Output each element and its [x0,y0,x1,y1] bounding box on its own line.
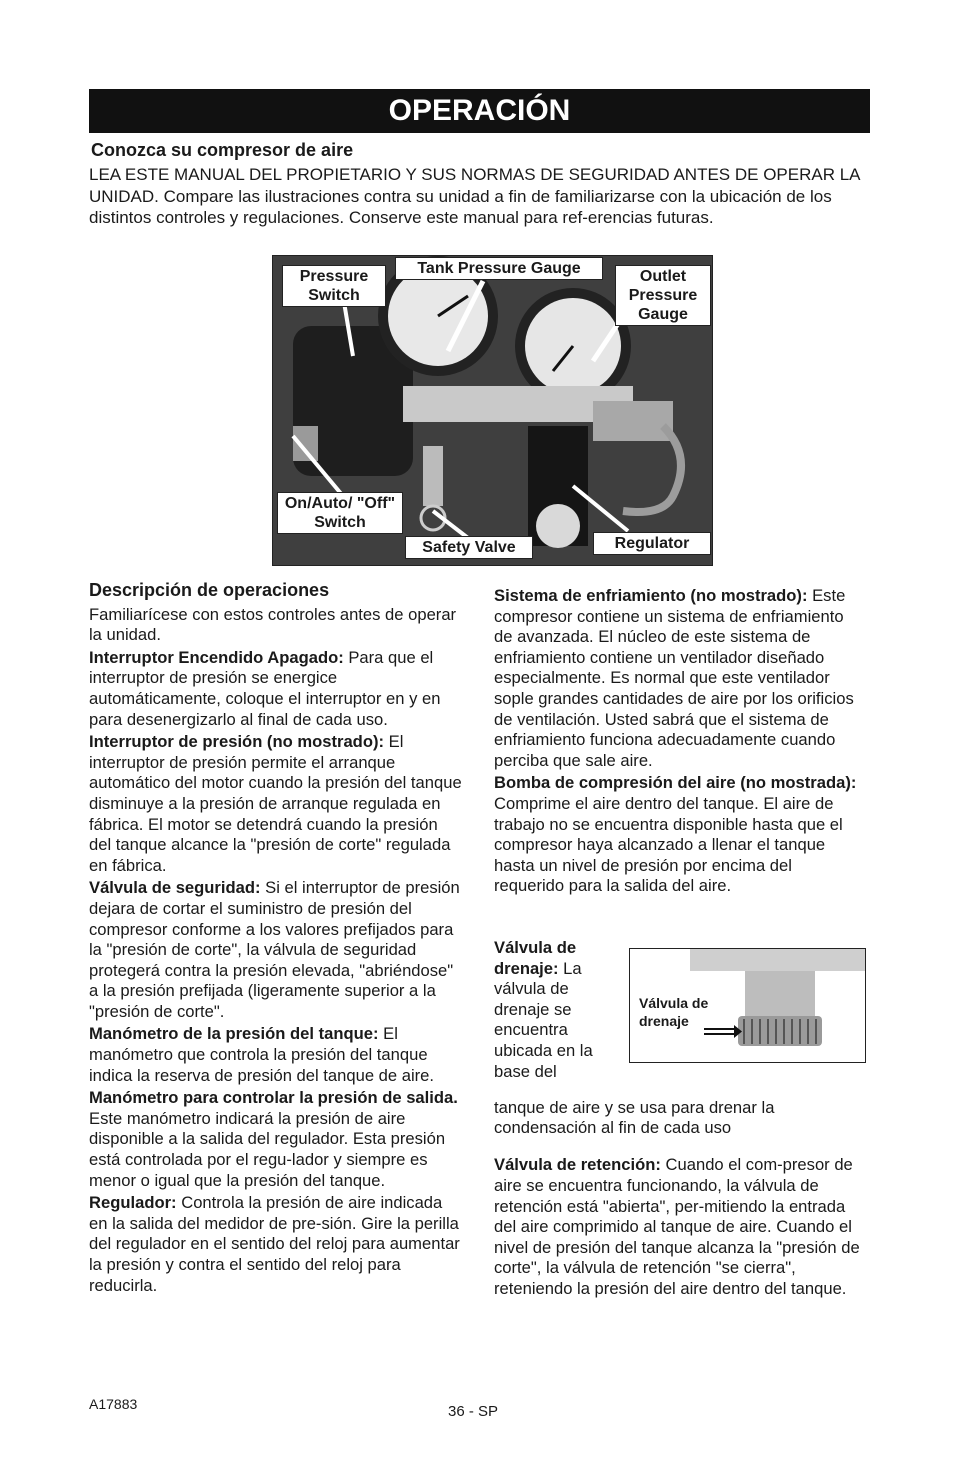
label-outlet-pressure-gauge: Outlet Pressure Gauge [615,265,711,326]
drain-continuation-text: tanque de aire y se usa para drenar la condensación al fin de cada uso [494,1097,775,1138]
label-regulator: Regulator [593,532,711,555]
item-on-off-switch: Interruptor Encendido Apagado: Para que el interruptor de presión se energice automáticamente, coloque el interruptor en y en para desenergizarlo al final de cada uso. [89,647,441,729]
left-column [89,580,464,1298]
drain-valve-image [629,948,866,1063]
compressor-controls-photo [272,255,713,566]
label-safety-valve: Safety Valve [405,536,533,559]
drain-continuation [494,1081,866,1302]
label-on-off-switch: On/Auto/ "Off" Switch [277,492,403,534]
section-heading: Conozca su compresor de aire [91,140,354,160]
page-number: 36 - SP [448,1403,499,1420]
drain-valve-image-label: Válvula de drenaje [639,995,709,1029]
label-pressure-switch: Pressure Switch [282,265,386,307]
item-tank-gauge: Manómetro de la presión del tanque: El manómetro que controla la presión del tanque indica la reserva de presión del tanque de aire. [89,1024,435,1085]
intro-paragraph: LEA ESTE MANUAL DEL PROPIETARIO Y SUS NORMAS DE SEGURIDAD ANTES DE OPERAR LA UNIDAD. Compare las ilustraciones contra su unidad a fin de familiarizarse con la ubicación de los distintos controles y regulaciones. Conserve este manual para ref-erencias futuras. [89,165,860,227]
right-column [494,586,866,899]
operations-heading: Descripción de operaciones [89,580,330,600]
document-code: A17883 [89,1396,138,1412]
page-title: OPERACIÓN [89,89,870,133]
item-drain-valve: Válvula de drenaje: La válvula de drenaje se encuentra ubicada en la base del [494,938,593,1081]
item-air-pump: Bomba de compresión del aire (no mostrada): Comprime el aire dentro del tanque. El aire de trabajo no se encuentra disponible hasta que el compresor haya alcanzado a llenar el tanque hasta un nivel de presión por encima del requerido para la salida del aire. [494,773,857,896]
item-regulator: Regulador: Controla la presión de aire indicada en la salida del medidor de pre-sión. Gire la perilla del regulador en el sentido del reloj para aumentar la presión y contra el sentido del reloj para reducirla. [89,1193,460,1295]
item-pressure-switch: Interruptor de presión (no mostrado): El interruptor de presión permite el arranque automático del motor cuando la presión del tanque disminuye a la presión de arranque regulada en fábrica. El motor se detendrá cuando la presión del tanque alcance la "presión de corte" regulada en fábrica. [89,732,462,875]
label-tank-pressure-gauge: Tank Pressure Gauge [395,257,603,280]
item-outlet-gauge: Manómetro para controlar la presión de salida. Este manómetro indicará la presión de aire disponible a la salida del regulador. Esta presión está controlada por el regu-lador y siempre es menor o igual que la presión del tanque. [89,1088,458,1190]
item-check-valve: Válvula de retención: Cuando el com-presor de aire se encuentra funcionando, la válvula de retención está "abierta", per-mitiendo la entrada del aire comprimido al tanque de aire. Cuando el nivel de presión del tanque alcanza la "presión de corte", la válvula de retención "se cierra", reteniendo la presión del aire dentro del tanque. [494,1155,860,1298]
item-cooling-system: Sistema de enfriamiento (no mostrado): Este compresor contiene un sistema de enfriamiento de avanzada. El núcleo de este sistema de enfriamiento contiene un ventilador diseñado especialmente. Es normal que este ventilador sople grandes cantidades de aire por los orificios de ventilación. Usted sabrá que el sistema de enfriamiento funciona adecuadamente cuando perciba que sale aire. [494,586,854,770]
item-safety-valve: Válvula de seguridad: Si el interruptor de presión dejara de cortar el suministro de presión del compresor conforme a los valores prefijados para la "presión de corte", la válvula de seguridad protegerá contra la presión elevada, "abriéndose" a la presión prefijada (ligeramente superior a la "presión de corte". [89,878,460,1021]
operations-intro: Familiarícese con estos controles antes de operar la unidad. [89,604,457,645]
